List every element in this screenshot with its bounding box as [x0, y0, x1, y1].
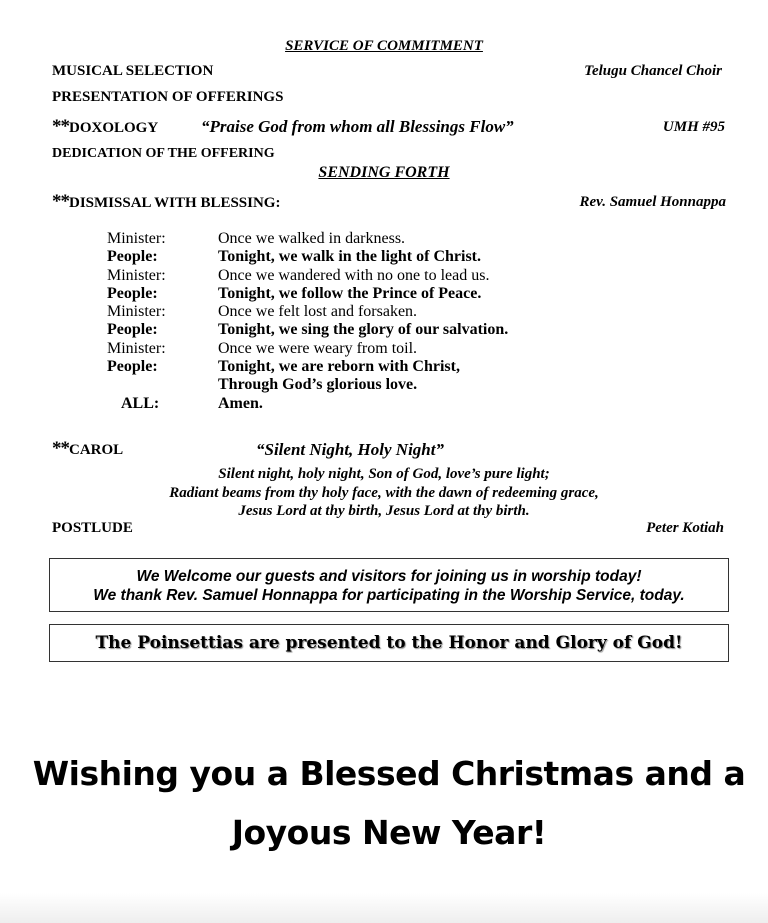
doxology-stars: ** [52, 116, 69, 137]
litany-speaker: Minister: [107, 230, 166, 247]
litany-line [107, 358, 508, 376]
litany-line [107, 248, 508, 266]
postlude-label: POSTLUDE [52, 520, 133, 536]
litany-speaker [107, 376, 218, 394]
greeting-line-2: Joyous New Year! [231, 813, 547, 852]
litany [107, 230, 508, 413]
carol-verse-line: Silent night, holy night, Son of God, love’s pure light; [218, 466, 550, 482]
litany-text: Once we felt lost and forsaken. [218, 303, 418, 321]
musical-selection-label: MUSICAL SELECTION [52, 63, 214, 79]
litany-speaker: People: [107, 358, 158, 376]
litany-speaker: Minister: [107, 266, 166, 284]
poinsettias-box: The Poinsettias are presented to the Honor and Glory of God! [49, 624, 729, 662]
litany-text: Tonight, we are reborn with Christ, [218, 358, 460, 376]
greeting-line-1: Wishing you a Blessed Christmas and a [32, 754, 746, 793]
carol-verse-line: Radiant beams from thy holy face, with the dawn of redeeming grace, [169, 484, 599, 501]
doxology-credit: UMH #95 [662, 119, 725, 135]
litany-line [107, 230, 508, 248]
section-title-sending: SENDING FORTH [318, 164, 450, 181]
litany-speaker: Minister: [107, 339, 166, 357]
litany-text: Tonight, we follow the Prince of Peace. [218, 284, 482, 302]
doxology-title: “Praise God from whom all Blessings Flow” [201, 117, 514, 136]
dismissal-credit: Rev. Samuel Honnappa [579, 194, 726, 210]
litany-line [107, 285, 508, 303]
carol-label: CAROL [69, 442, 124, 458]
litany-text: Through God’s glorious love. [218, 376, 418, 394]
dedication-label: DEDICATION OF THE OFFERING [52, 146, 275, 161]
doxology-row [52, 116, 158, 138]
carol-verse-line: Jesus Lord at thy birth, Jesus Lord at thy birth. [238, 503, 530, 519]
doxology-label: DOXOLOGY [69, 120, 159, 136]
litany-line [107, 395, 508, 413]
litany-line [107, 321, 508, 339]
dismissal-stars: ** [52, 191, 69, 212]
page-bottom-shade [0, 893, 768, 923]
litany-line [107, 340, 508, 358]
litany-speaker: People: [107, 321, 158, 339]
litany-line [107, 303, 508, 321]
litany-text: Once we were weary from toil. [218, 339, 418, 357]
musical-selection-credit: Telugu Chancel Choir [584, 63, 722, 79]
section-title-commitment: SERVICE OF COMMITMENT [285, 38, 483, 54]
litany-text: Tonight, we sing the glory of our salvation. [218, 321, 509, 339]
offerings-label: PRESENTATION OF OFFERINGS [52, 89, 284, 105]
litany-text: Once we wandered with no one to lead us. [218, 266, 490, 284]
dismissal-row [52, 191, 280, 213]
litany-line [107, 267, 508, 285]
carol-row [52, 438, 123, 460]
litany-speaker: Minister: [107, 303, 166, 321]
carol-verse [0, 465, 768, 521]
litany-text: Amen. [218, 394, 263, 412]
dismissal-label: DISMISSAL WITH BLESSING: [69, 195, 281, 211]
postlude-credit: Peter Kotiah [646, 520, 724, 536]
litany-speaker: People: [107, 284, 158, 302]
welcome-line: We Welcome our guests and visitors for joining us in worship today! [136, 568, 642, 585]
litany-text: Once we walked in darkness. [218, 230, 406, 247]
litany-text: Tonight, we walk in the light of Christ. [218, 248, 481, 266]
thanks-line: We thank Rev. Samuel Honnappa for participating in the Worship Service, today. [93, 587, 685, 604]
welcome-box [49, 558, 729, 612]
litany-speaker: ALL: [121, 394, 160, 412]
carol-stars: ** [52, 438, 69, 459]
litany-line [107, 376, 508, 394]
carol-title: “Silent Night, Holy Night” [256, 440, 444, 459]
litany-speaker: People: [107, 248, 158, 266]
